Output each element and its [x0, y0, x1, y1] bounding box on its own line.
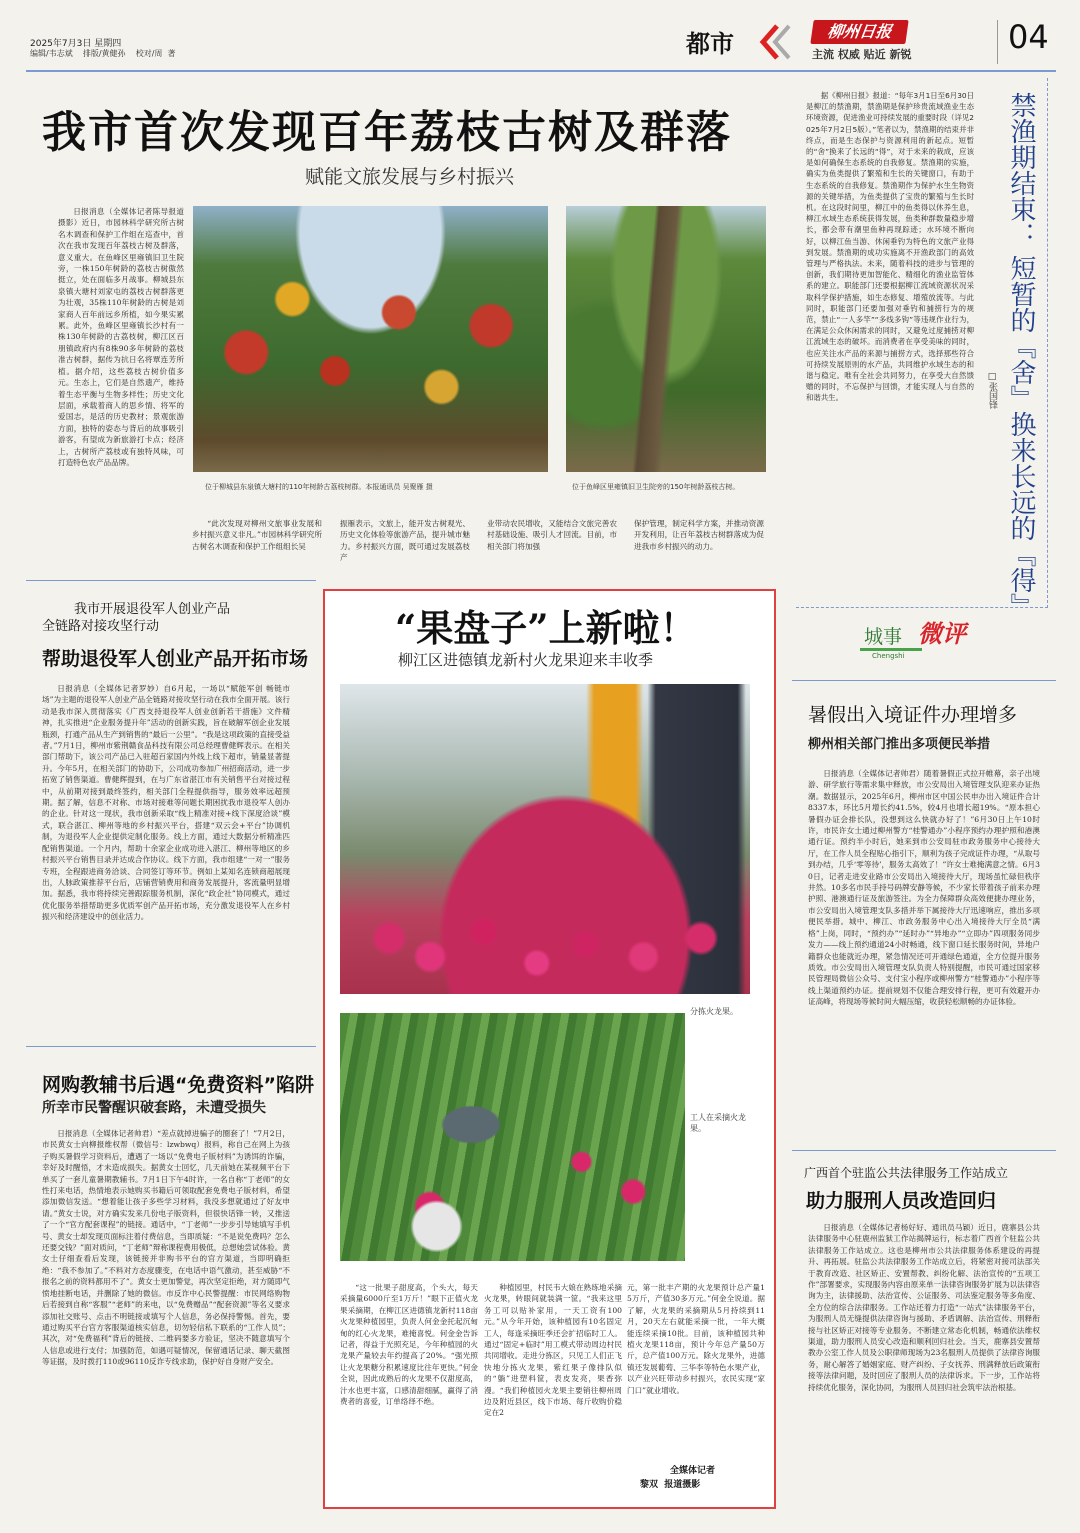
- page-number: 04: [1008, 18, 1049, 56]
- legal-top-rule: [792, 1150, 1056, 1151]
- column-tag-pinyin: Chengshi: [872, 652, 905, 660]
- feature-col2: 种植园里，村民韦大娘在熟练地采摘火龙果，转眼间就装满一筐。“我来这里务工可以贴补家用，一天工资有100元。”从今年开始，该种植园有10名固定工人，每逢采摘旺季还会扩招临时工人。通过“固定+临时”用工模式带动周边村民共同增收。走进分拣区，只见工人们正飞快地分拣火龙果，紫红果子像排队似的“躺”进塑料筐，表皮发亮，果香弥漫。“我们种植园火龙果主要销往柳州周边及附近县区，线下市场、每斤收购价稳定在2: [484, 1283, 622, 1418]
- lead-subtitle: 赋能文旅发展与乡村振兴: [305, 166, 515, 188]
- veterans-kicker-2: 全链路对接攻坚行动: [42, 619, 160, 634]
- commentary-title-part2: 短暂的『舍』换来长远的『得』: [1006, 255, 1036, 619]
- feature-title: “果盘子”上新啦！: [395, 606, 697, 650]
- lead-title: 我市首次发现百年荔枝古树及群落: [42, 107, 732, 158]
- veterans-title: 帮助退役军人创业产品开拓市场: [42, 648, 309, 670]
- summer-subtitle: 柳州相关部门推出多项便民举措: [808, 737, 991, 752]
- lead-bottom-col3: 业带动农民增收，又能结合文旅完善农村基础设施、吸引人才回流。目前，市相关部门将加强: [487, 519, 617, 551]
- lead-bottom-col2: 振雁表示，文旅上，能开发古树观光、历史文化体验等旅游产品，提升城市魅力。乡村振兴方面，既可通过发展荔枝产: [340, 519, 470, 563]
- commentary-title-part1: 禁渔期结束：: [1006, 92, 1036, 248]
- page-date: 2025年7月3日 星期四: [30, 39, 122, 49]
- lead-photo1-caption: 位于柳城县东泉镇大塘村的110年树龄古荔枝树群。本报通讯员 吴聚雁 摄: [205, 483, 433, 491]
- dragon-fruit-picking-photo: [340, 1013, 685, 1261]
- fraud-top-rule: [26, 1046, 316, 1047]
- column-tag-weiping: 微评: [918, 619, 966, 648]
- masthead-rule: [26, 70, 1056, 72]
- feature-byline-2: 黎双 报道摄影: [640, 1480, 701, 1490]
- lead-body-left: 日报消息（全媒体记者陈导报道摄影）近日，市园林科学研究所古树名木调查和保护工作组在巡查中，首次在我市发现百年荔枝古树及群落，意义重大。在鱼峰区里雍镇旧卫生院旁，一株150年树龄的荔枝古树傲然挺立，处在面临多月战事。柳城县东泉镇大塘村刘家屯的荔枝古树群落更为壮观，35株110年树龄的古树是刘家商人百年前远乡所植，如今果实累累。此外，鱼峰区里雍镇长沙村有一株130年树龄的古荔枝树，柳江区百朋镇政府内有8株90多年树龄的荔枝准古树群，据传为抗日名将覃连芳所植。据介绍，这些荔枝古树价值多元。生态上，它们是自然遗产，维持着生态平衡与生物多样性；历史文化层面，承载着商人的思乡情、将军的爱国志，是活的历史教材；景观旅游方面，独特的姿态与背后的故事吸引游客，有望成为新旅游打卡点；经济上，古树所产荔枝或有独特风味，可打造特色农产品品牌。: [58, 207, 184, 467]
- legal-body: 日报消息（全媒体记者杨好好、通讯员马颖）近日，鹿寨县公共法律服务中心驻鹿州监狱工作站揭牌运行，标志着广西首个驻监公共法律服务工作站成立。这也是柳州市公共法律服务体系建设的再提升、再拓展。驻监公共法律服务工作站成立后，将紧密对接司法部关于教育改造、社区矫正、安置帮教、纠纷化解、法治宣传的“五项工作”部署要求，实现服务内容由原来单一法律咨询服务扩展为以法律咨询为主，法律援助、法治宣传、公证服务、司法鉴定服务等多角度、全方位的综合法律服务。工作站还着力打造“一站式”法律服务平台，为服刑人员无缝提供法律咨询与援助、矛盾调解、法治宣传、刑释衔接与社区矫正对接等专业服务。不断建立常态化机制，畅通依法维权渠道，助力服刑人员安心改造和顺利回归社会。当天，鹿寨县安置帮教办公室工作人员及公职律师现场为23名服刑人员提供了法律咨询服务，耐心解答了婚姻家庭、财产纠纷、子女抚养、刑满释放后政策衔接等法律问题，及时回应了服刑人员的法律诉求。下一步，工作站将持续优化服务，深化协同，为服刑人员回归社会筑牢法治根基。: [808, 1223, 1040, 1392]
- summer-body: 日报消息（全媒体记者帅君）随着暑假正式拉开帷幕，亲子出境游、研学旅行等需求集中释放，市公安局出入境管理支队迎来办证热潮。数据显示，2025年6月，柳州市区中国公民申办出入境证件合计8337本，环比5月增长约41.5%，较4月也增长超19%。“原本担心暑假办证会排长队，没想到这么快就办好了！”6月30日上午10时许，市民许女士通过柳州警方“桂警通办”小程序预约办理护照和港澳通行证。预约半小时后，她来到市公安局驻市政务服务中心接待大厅，在工作人员全程贴心指引下，顺利为孩子完成证件办理，“从取号到办结，几乎‘零等待’，服务太高效了！”许女士难掩满意之情。6月30日，记者走进安业路市公安局出入境接待大厅，现场虽忙碌但秩序井然。10多名市民手持号码牌安静等候，不少家长带着孩子前来办理护照、港澳通行证及旅游签注。为全力保障群众高效便捷办理业务，市公安局出入境管理支队多措并举下属接待大厅迅速响应，推出多项便民举措。城中、柳江、市政务服务中心出入境接待大厅全员“满格”上岗，同时，“预约办”“延时办”“异地办”“立即办”四项服务同步发力——线上预约通道24小时畅通，线下窗口延长服务时间，异地户籍群众也能就近办理，紧急情况还可开通绿色通道，全方位提升服务质效。市公安局出入境管理支队负责人特别提醒，市民可通过国家移民管理局微信公众号、支付宝小程序或柳州警方“桂警通办”小程序等线上渠道预约办证。提前规划不仅能合理安排行程，更可有效避开办证高峰，将现场等候时间大幅压缩，收获轻松顺畅的办证体验。: [808, 769, 1040, 1007]
- commentary-body: 据《柳州日报》报道：“每年3月1日至6月30日是柳江的禁渔期，禁渔期是保护珍贵流域渔业生态环境资源，促进渔业可持续发展的重要时段（详见2025年7月2日5版）。”笔者以为，禁渔期的结束并非终点，而是生态保护与资源利用的新起点。短暂的“舍”换来了长远的“得”，对于未来的栽成，应该是如何确保生态系统的自我修复。禁渔期的实施，确实为鱼类提供了繁殖和生长的关键窗口，有助于生态系统的自我修复。禁渔期作为保护水生生物资源的关键举措，为鱼类提供了宝贵的繁殖与生长时机。在这段时间里，柳江中的鱼类得以休养生息，柳江水域生态系统获得发展，鱼类种群数量稳步增长，都会带有潮里鱼种再现踪迹；水环境不断向好，以柳江鱼当游、休闲垂钓为特色的文旅产业得到发展。禁渔期的成功实施离不开渔政部门的高效管理与严格执法。未来，随着科技的进步与管理的创新，我们期待更加智能化、精细化的渔业监管体系的建立。职能部门还要根据柳江流域资源状况采取科学保护措施，如生态修复、增殖放流等。与此同时，职能部门还要加强对垂钓和捕捞行为的规范，禁止“一人多竿”“多线多钩”等违规作业行为，在满足公众休闲需求的同时，又避免过度捕捞对柳江流域生态的破坏。而消费者在享受美味的同时，也应关注水产品的来源与捕捞方式，选择那些符合可持续发展原则的水产品，共同维护水域生态的和谐与稳定。唯有全社会共同努力，在享受大自然馈赠的同时，不忘保护与回馈，才能实现人与自然的和谐共生。: [806, 91, 974, 403]
- veterans-body: 日报消息（全媒体记者罗妙）自6月起，一场以“赋能军创 畅链市场”为主题的退役军人创业产品全链路对接攻坚行动在我市全面开展。该行动是我市深入贯彻落实《广西支持退役军人创业创新若干措施》文件精神，扎实推进“企业服务提升年”活动的创新实践，旨在破解军创企业发展瓶颈，打通产品从生产到销售的“最后一公里”。“我是这项政策的直接受益者。”7月1日，柳州市紫荆赣食品科技有限公司总经理曹健辉表示。在相关部门帮助下，该公司产品已入驻超百家国内外线上线下超市，销量显著提升。今年5月，在相关部门的协助下，公司成功参加广州招商活动，进一步拓宽了销售渠道。曹健辉提到，在与广东省湛江市有关销售平台对接过程中，从前期对接到最终签约，相关部门全程提供指导，服务效率远超预期。据了解，信息不对称、市场对接难等问题长期困扰我市退役军人创办的企业。针对这一现状，我市创新采取“线上精准对接+线下深度洽谈”模式，联合湛江、柳州等地的乡村振兴平台，搭建“双云会+平台”协调机制，为退役军人企业提供定制化服务。线上方面，通过大数据分析精准匹配销售渠道。一个月内，帮助十余家企业成功进入湛江、柳州等地区的乡村振兴平台销售目录并达成合作协议。线下方面，我市组建“一对一”服务专班，全程跟进商务洽谈、合同签订等环节。例如上某知名连锁商超展现出，人脉政策推荐平台后，店铺营销费用和商务发展提升，客流量明显增加。据悉，我市将持续完善跟踪服务机制，深化“政企社”协同模式，通过优化服务举措帮助更多优质军创产品开拓市场，充分激发退役军人在乡村振兴和经济建设中的创业活力。: [42, 684, 290, 922]
- feature-photo2-caption: 工人在采摘火龙果。: [690, 1113, 746, 1133]
- feature-photo1-caption: 分拣火龙果。: [690, 1007, 738, 1016]
- feature-byline-1: 全媒体记者: [670, 1466, 716, 1476]
- section-chevron-icon: [755, 22, 795, 62]
- column-tag-chengshi: 城事: [864, 626, 903, 648]
- fraud-body: 日报消息（全媒体记者帅君）“差点就掉进骗子的圈套了！”7月2日，市民黄女士向柳报维权帮（微信号：lzwbwq）报料，称自己在网上为孩子购买暑假学习资料后，遭遇了一场以“免费电子版材料”为诱饵的诈骗，幸好及时醒悟，才未造成损失。据黄女士回忆，几天前她在某视频平台下单买了一套儿童暑期教辅书。7月1日下午4时许，一名自称“丁老师”的女性打来电话，热情地表示她购买书籍后可领取配套免费电子版材料，希望添加微信发送。“想着能让孩子多些学习材料，我没多想就通过了好友申请。”黄女士说，对方确实发来几份电子版资料，但很快话锋一转，又推送了一个“官方配套课程”的链接。通话中，“丁老师”一步步引导她填写手机号、黄女士却发现页面标注着付费信息，当即质疑：“不是说免费吗？怎么还要交钱？”面对质问，“丁老师”辩称课程费用极低，总想她尝试体验。黄女士仔细查看后发现，该链接并非购书平台的官方渠道，当即明确拒绝：“我不参加了。”不料对方态度骤变，在电话中语气激动，甚至威胁“不报名之前的资料都用不了”。黄女士更加警觉，再次坚定拒绝，对方随即气愤地挂断电话，并删除了她的微信。市反诈中心民警提醒：市民网络购物后若接到自称“客服”“老师”的来电，以“免费赠品”“配套资源”等名义要求添加社交账号、点击不明链接或填写个人信息，务必保持警惕。首先，要通过购买平台官方客服渠道核实信息，切勿轻信私下联系的“工作人员”；其次，对“免费福利”背后的链接、二维码要多方验证，坚决不随意填写个人信息或进行支付；加强防范，如遇可疑情况，保留通话记录、聊天截图等证据，及时拨打110或96110反诈专线求助，保护好自身财产安全。: [42, 1129, 290, 1367]
- commentary-byline: □张国锋: [987, 372, 997, 409]
- veterans-kicker: 我市开展退役军人创业产品: [74, 602, 231, 617]
- dragon-fruit-sorting-photo: [340, 684, 750, 994]
- section-title: 都市: [686, 30, 734, 58]
- lead-bottom-col1: “此次发现对柳州文旅事业发展和乡村振兴意义非凡。”市园林科学研究所古树名木调查和保护工作组组长吴: [192, 519, 322, 551]
- lead-photo2-caption: 位于鱼峰区里雍镇旧卫生院旁的150年树龄荔枝古树。: [572, 483, 740, 491]
- fraud-subtitle: 所幸市民警醒识破套路，未遭受损失: [42, 1100, 266, 1116]
- feature-subtitle: 柳江区进德镇龙新村火龙果迎来丰收季: [398, 651, 654, 669]
- feature-col1: “这一批果子甜度高，个头大，每天采摘量6000斤至1万斤！”眼下正值火龙果采摘期，在柳江区进德镇龙新村118亩火龙果种植园里，负责人何金金托起沉甸甸的红心火龙果，难掩喜悦。何金金告诉记者，得益于光照充足，今年种植园的火龙果产量较去年约提高了20%。“强光照让火龙果糖分积累速度比往年更快。”何金全说，因此成熟后的火龙果不仅甜度高，汁水也更丰富，口感清甜细腻，赢得了消费者的喜爱，订单络绎不绝。: [340, 1283, 478, 1407]
- lead-bottom-col4: 保护管理，制定科学方案，并推动资源开发利用，让百年荔枝古树群落成为促进我市乡村振兴的动力。: [634, 519, 764, 551]
- page-editors: 编辑/韦志斌 排版/黄健孙 校对/周 著: [30, 49, 176, 58]
- legal-kicker: 广西首个驻监公共法律服务工作站成立: [804, 1166, 1009, 1180]
- feature-col3: 元，第一批丰产期的火龙果预计总产量15万斤，产值30多万元。”何金全说道。据了解，火龙果的采摘期从5月持续到11月，20天左右就能采摘一批，一年大概能连续采摘10批。目前，该种植园共种植火龙果118亩，预计今年总产量50万斤，总产值100万元。除火龙果外，进德镇还发展葡萄、三华李等特色水果产业，以产业兴旺带动乡村振兴，农民实现“家门口”就业增收。: [627, 1283, 765, 1395]
- summer-top-rule: [792, 680, 1056, 681]
- newspaper-logo: [810, 20, 908, 44]
- summer-title: 暑假出入境证件办理增多: [808, 704, 1018, 726]
- newspaper-name: 柳州日报: [826, 22, 893, 41]
- masthead-slogan: 主流 权威 贴近 新锐: [812, 48, 912, 61]
- fraud-title: 网购教辅书后遇“免费资料”陷阱: [42, 1074, 314, 1096]
- masthead-divider: [997, 20, 998, 64]
- veterans-top-rule: [26, 580, 316, 581]
- column-tag: [860, 614, 980, 664]
- legal-title: 助力服刑人员改造回归: [806, 1190, 997, 1212]
- lychee-grove-photo: [193, 206, 548, 472]
- lychee-old-tree-photo: [566, 206, 766, 472]
